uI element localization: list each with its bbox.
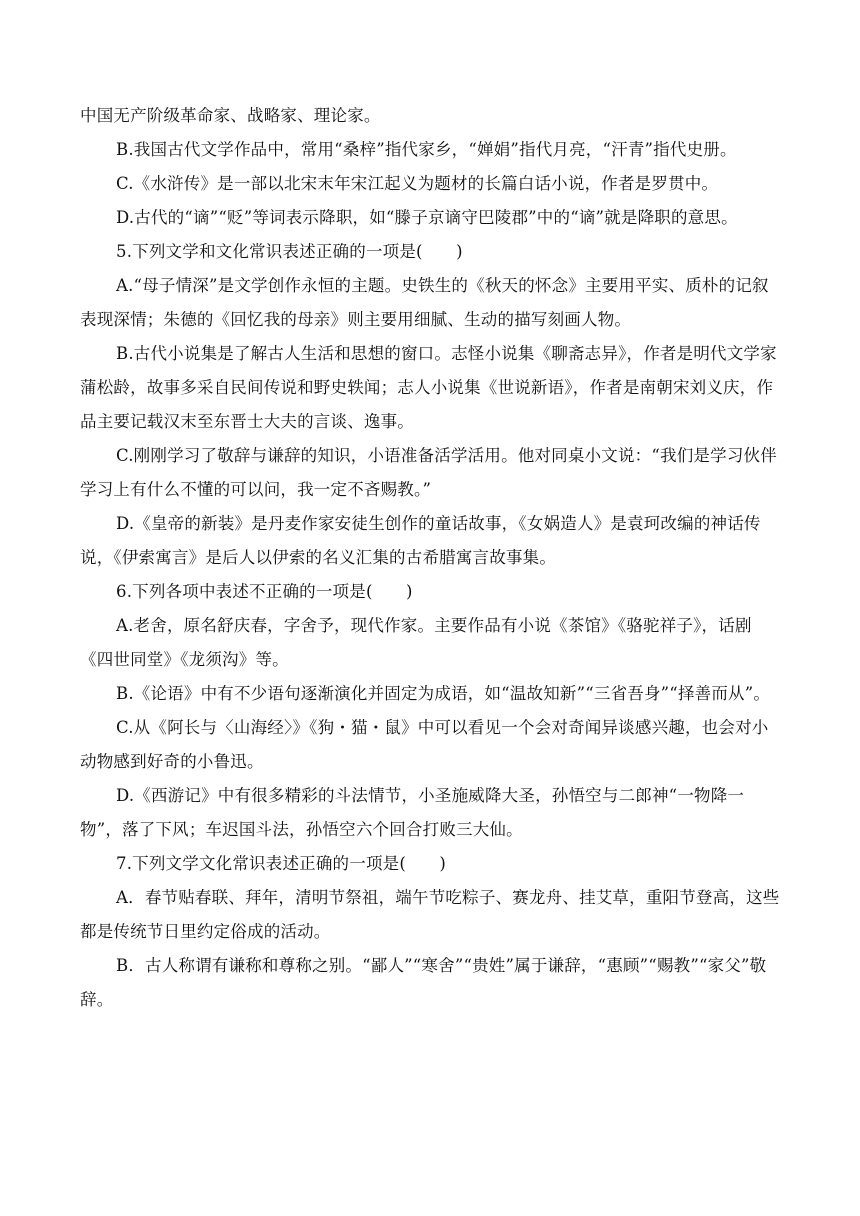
option-d-q5: D.《皇帝的新装》是丹麦作家安徒生创作的童话故事，《女娲造人》是袁珂改编的神话传说，《伊索寓言》是后人以伊索的名义汇集的古希腊寓言故事集。 — [80, 514, 761, 567]
question-5: 5.下列文学和文化常识表述正确的一项是( ) — [116, 242, 463, 261]
option-b-q4: B.我国古代文学作品中，常用“桑梓”指代家乡，“婵娟”指代月亮，“汗青”指代史册。 — [116, 140, 737, 159]
option-b-q7: B．古人称谓有谦称和尊称之别。“鄙人”“寒舍”“贵姓”属于谦辞，“惠顾”“赐教”“家父”敬辞。 — [80, 956, 767, 1009]
option-c-q6: C.从《阿长与〈山海经〉》《狗・猫・鼠》中可以看见一个会对奇闻异谈感兴趣，也会对小动物感到好奇的小鲁迅。 — [80, 718, 769, 771]
paragraph-continuation: 中国无产阶级革命家、战略家、理论家。 — [80, 106, 381, 125]
question-6: 6.下列各项中表述不正确的一项是( ) — [116, 582, 413, 601]
option-b-q5: B.古代小说集是了解古人生活和思想的窗口。志怪小说集《聊斋志异》，作者是明代文学家蒲松龄，故事多采自民间传说和野史轶闻；志人小说集《世说新语》，作者是南朝宋刘义庆，作品主要记载汉末至东晋士大夫的言谈、逸事。 — [80, 344, 777, 431]
option-a-q7: A．春节贴春联、拜年，清明节祭祖，端午节吃粽子、赛龙舟、挂艾草，重阳节登高，这些都是传统节日里约定俗成的活动。 — [80, 888, 780, 941]
document-body — [80, 99, 782, 1017]
option-d-q4: D.古代的“谪”“贬”等词表示降职，如“滕子京谪守巴陵郡”中的“谪”就是降职的意思。 — [116, 208, 738, 227]
option-a-q5: A.“母子情深”是文学创作永恒的主题。史铁生的《秋天的怀念》主要用平实、质朴的记叙表现深情；朱德的《回忆我的母亲》则主要用细腻、生动的描写刻画人物。 — [80, 276, 769, 329]
option-b-q6: B.《论语》中有不少语句逐渐演化并固定为成语，如“温故知新”“三省吾身”“择善而从”。 — [116, 684, 771, 703]
option-c-q5: C.刚刚学习了敬辞与谦辞的知识，小语准备活学活用。他对同桌小文说：“我们是学习伙伴学习上有什么不懂的可以问，我一定不吝赐教。” — [80, 446, 777, 499]
option-a-q6: A.老舍，原名舒庆春，字舍予，现代作家。主要作品有小说《茶馆》《骆驼祥子》，话剧《四世同堂》《龙须沟》等。 — [80, 616, 752, 669]
question-7: 7.下列文学文化常识表述正确的一项是( ) — [116, 854, 447, 873]
option-c-q4: C.《水浒传》是一部以北宋末年宋江起义为题材的长篇白话小说，作者是罗贯中。 — [116, 174, 719, 193]
option-d-q6: D.《西游记》中有很多精彩的斗法情节，小圣施威降大圣，孙悟空与二郎神“一物降一物”，落了下风；车迟国斗法，孙悟空六个回合打败三大仙。 — [80, 786, 745, 839]
